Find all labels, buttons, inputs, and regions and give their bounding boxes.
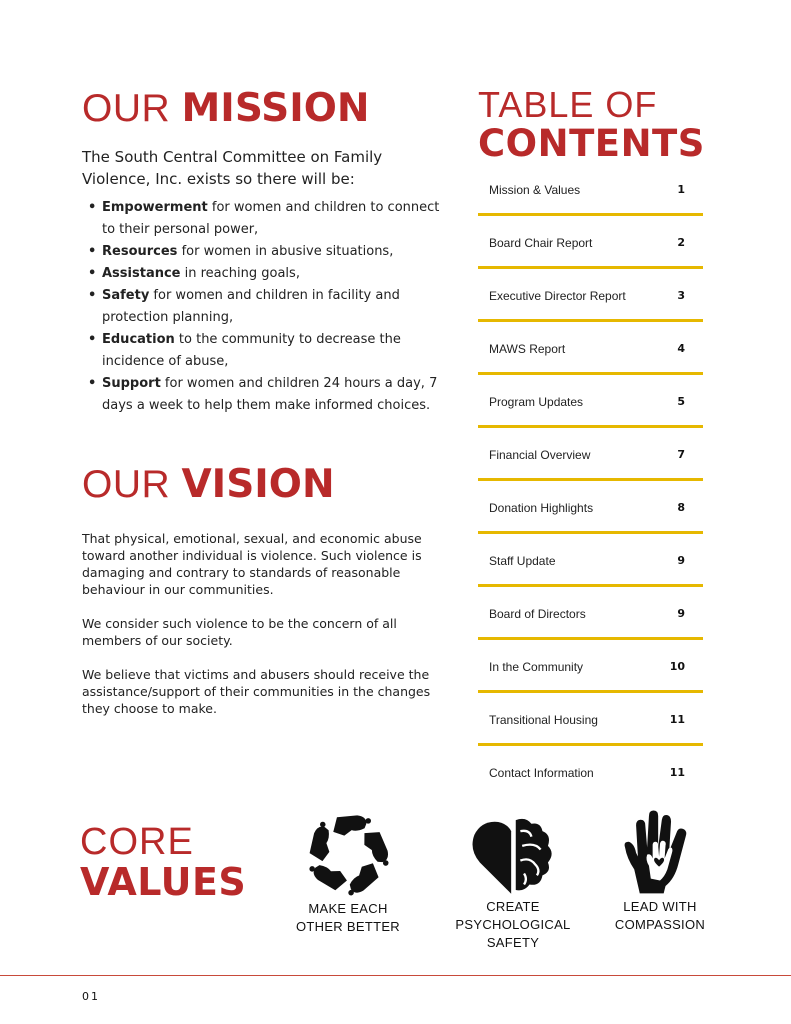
toc-title: TABLE OF CONTENTS — [478, 84, 705, 165]
vision-text — [82, 530, 447, 734]
helping-hands-icon — [614, 804, 706, 898]
vision-paragraph: That physical, emotional, sexual, and economic abuse toward another individual is violence. Such violence is damaging and contrary to standards of reasonable behaviour in our communities. — [82, 531, 422, 597]
toc-entry[interactable]: Executive Director Report 3 — [478, 269, 703, 322]
mission-item: • Empowerment for women and children to connect to their personal power, — [88, 197, 448, 241]
linked-hands-icon — [302, 808, 394, 900]
toc-entry[interactable]: Staff Update 9 — [478, 534, 703, 587]
vision-paragraph: We consider such violence to be the concern of all members of our society. — [82, 616, 397, 648]
page-number: 01 — [82, 990, 100, 1003]
footer-divider — [0, 975, 791, 976]
heart-brain-icon — [467, 814, 559, 898]
core-value-safety — [448, 814, 578, 952]
toc-entry[interactable]: Program Updates 5 — [478, 375, 703, 428]
toc-entry[interactable]: Board of Directors 9 — [478, 587, 703, 640]
table-of-contents — [478, 163, 703, 799]
mission-item: • Safety for women and children in facility and protection planning, — [88, 285, 448, 329]
toc-entry[interactable]: Financial Overview 7 — [478, 428, 703, 481]
toc-entry[interactable]: Transitional Housing 11 — [478, 693, 703, 746]
mission-list — [88, 197, 448, 417]
mission-item: • Education to the community to decrease the incidence of abuse, — [88, 329, 448, 373]
mission-item: • Assistance in reaching goals, — [88, 263, 448, 285]
toc-entry[interactable]: Contact Information 11 — [489, 766, 685, 780]
toc-entry[interactable]: Donation Highlights 8 — [478, 481, 703, 534]
mission-title: OUR MISSION — [82, 86, 370, 131]
value-caption: CREATE PSYCHOLOGICAL SAFETY — [455, 899, 571, 950]
toc-entry[interactable]: Board Chair Report 2 — [478, 216, 703, 269]
mission-item: • Support for women and children 24 hours a day, 7 days a week to help them make informed choices. — [88, 373, 448, 417]
mission-item: • Resources for women in abusive situations, — [88, 241, 448, 263]
core-value-compassion — [600, 804, 720, 934]
mission-intro: The South Central Committee on Family Violence, Inc. exists so there will be: — [82, 148, 383, 188]
toc-entry[interactable]: In the Community 10 — [478, 640, 703, 693]
vision-title: OUR VISION — [82, 462, 335, 507]
toc-entry[interactable]: MAWS Report 4 — [478, 322, 703, 375]
toc-entry[interactable]: Mission & Values 1 — [478, 163, 703, 216]
core-values-title: CORE VALUES — [80, 821, 247, 904]
vision-paragraph: We believe that victims and abusers should receive the assistance/support of their communities in the changes they choose to make. — [82, 667, 431, 716]
value-caption: LEAD WITH COMPASSION — [614, 899, 706, 932]
value-caption: MAKE EACH OTHER BETTER — [296, 901, 400, 934]
core-value-better — [288, 808, 408, 936]
